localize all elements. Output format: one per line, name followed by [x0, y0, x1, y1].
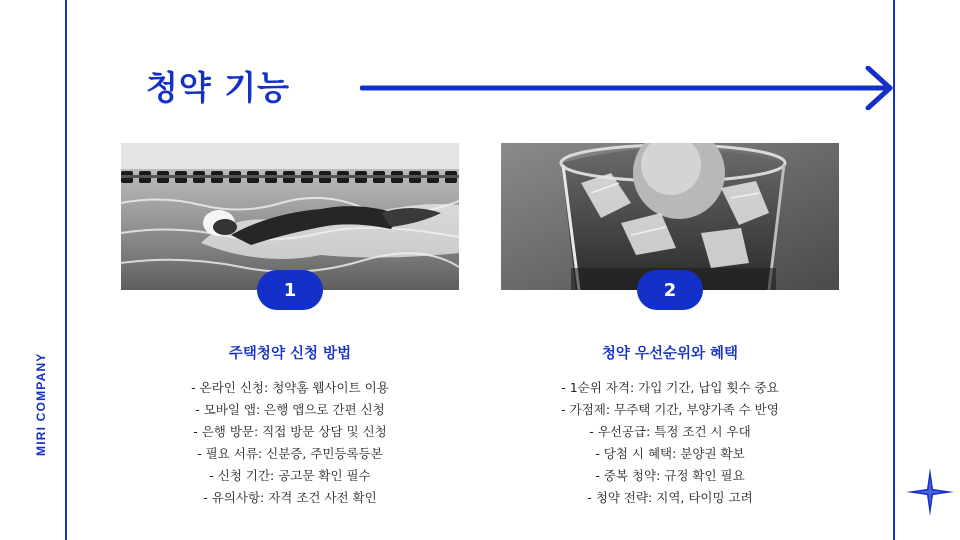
ice-glass-photo [501, 143, 839, 290]
list-item: - 필요 서류: 신분증, 주민등록등본 [197, 446, 383, 461]
card-list-2 [501, 377, 839, 509]
left-border-line [65, 0, 67, 540]
brand-label: MIRI COMPANY [34, 352, 48, 456]
swimmer-photo [121, 143, 459, 290]
list-item: - 모바일 앱: 은행 앱으로 간편 신청 [195, 402, 385, 417]
list-item: - 온라인 신청: 청약홈 웹사이트 이용 [191, 380, 389, 395]
card-content-2 [501, 343, 839, 509]
list-item: - 유의사항: 자격 조건 사전 확인 [203, 490, 377, 505]
card-heading-1: 주택청약 신청 방법 [228, 346, 352, 362]
list-item: - 가점제: 무주택 기간, 부양가족 수 반영 [561, 402, 779, 417]
list-item: - 신청 기간: 공고문 확인 필수 [209, 468, 371, 483]
sparkle-star-icon [904, 466, 956, 518]
list-item: - 우선공급: 특정 조건 시 우대 [589, 424, 751, 439]
card-heading-2: 청약 우선순위와 혜택 [601, 346, 739, 362]
list-item: - 당첨 시 혜택: 분양권 확보 [595, 446, 745, 461]
right-arrow-icon [360, 66, 896, 110]
list-item: - 청약 전략: 지역, 타이밍 고려 [587, 490, 753, 505]
list-item: - 1순위 자격: 가입 기간, 납입 횟수 중요 [561, 380, 779, 395]
slide-title: 청약 기능 [146, 68, 291, 107]
list-item: - 중복 청약: 규정 확인 필요 [595, 468, 745, 483]
card-number-badge-1: 1 [257, 270, 323, 310]
card-list-1 [121, 377, 459, 509]
list-item: - 은행 방문: 직접 방문 상담 및 신청 [193, 424, 387, 439]
card-content-1 [121, 343, 459, 509]
card-number-badge-2: 2 [637, 270, 703, 310]
